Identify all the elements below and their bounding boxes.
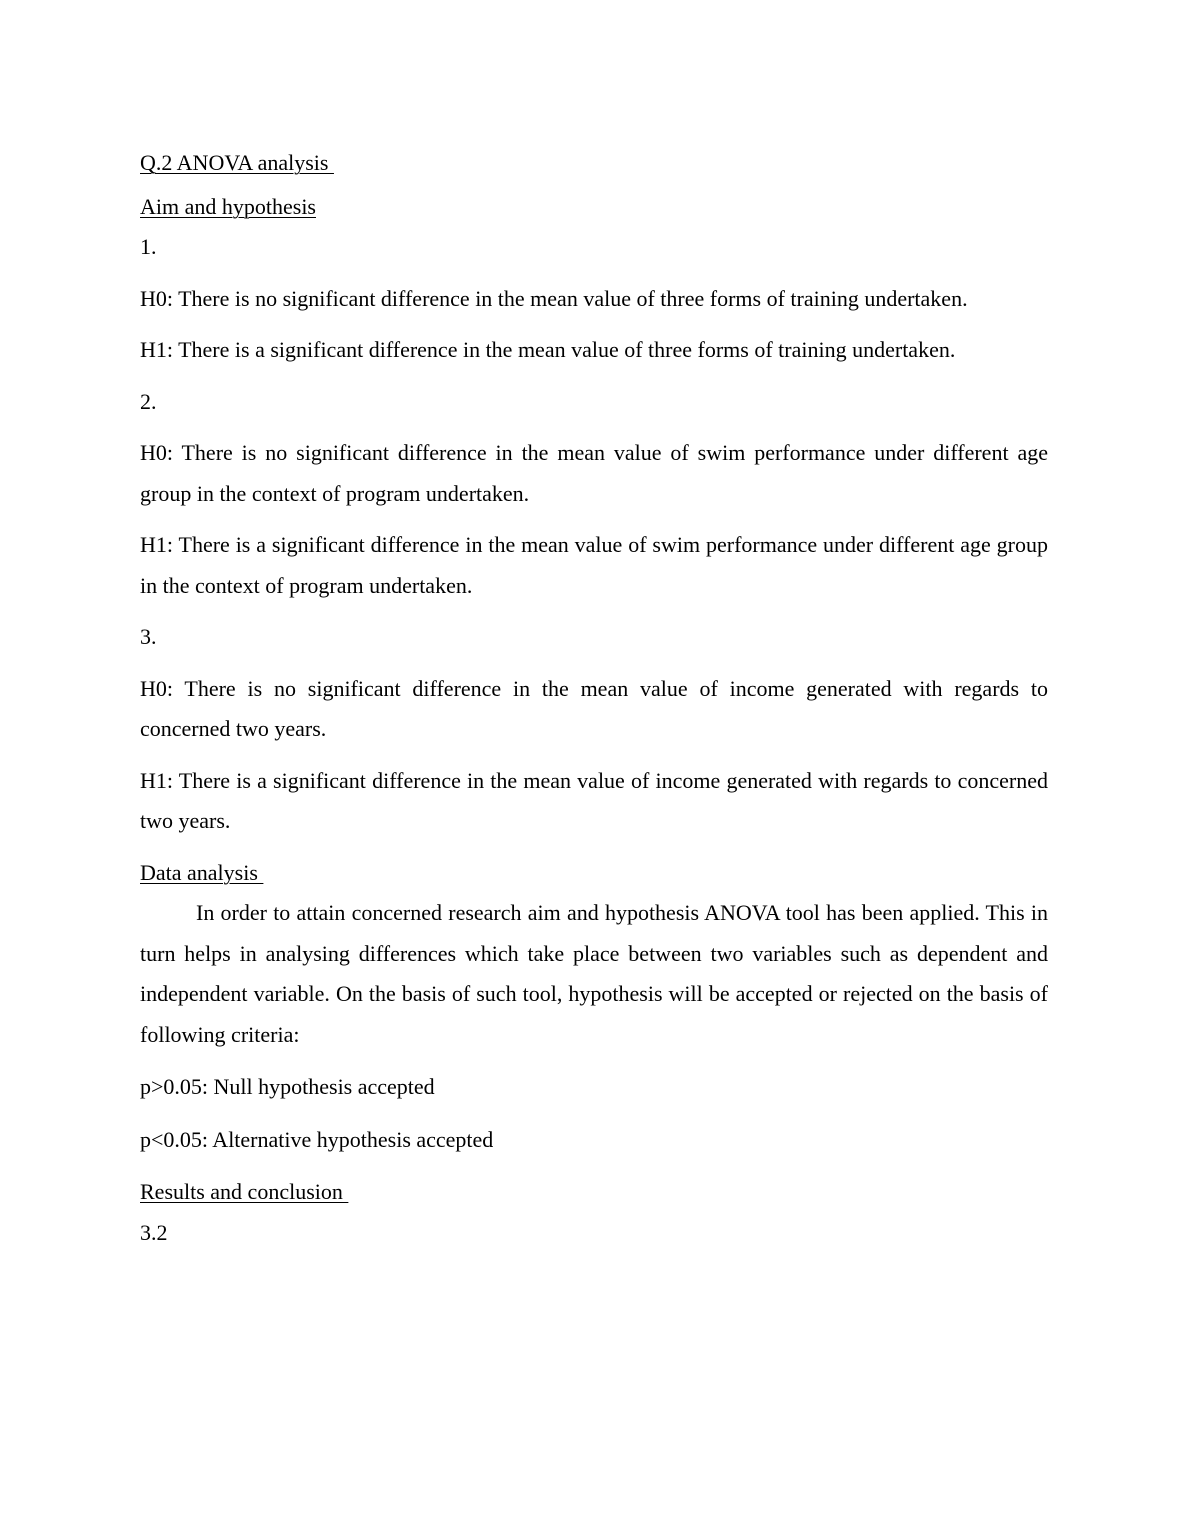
hypothesis-3-alternative: H1: There is a significant difference in the mean value of income generated with regards to concerned two years. bbox=[140, 767, 1048, 833]
data-analysis-paragraph: In order to attain concerned research aim and hypothesis ANOVA tool has been applied. This in turn helps in analysing differences which take place between two variables such as dependent and independent variable. On the basis of such tool, hypothesis will be accepted or rejected on the basis of following criteria: bbox=[140, 900, 1048, 1047]
item-number-1: 1. bbox=[140, 234, 157, 259]
hypothesis-2-null: H0: There is no significant difference in the mean value of swim performance under different age group in the context of program undertaken. bbox=[140, 440, 1048, 506]
section-heading-data-analysis: Data analysis bbox=[140, 859, 264, 885]
hypothesis-1-null: H0: There is no significant difference in the mean value of three forms of training undertaken. bbox=[140, 285, 968, 311]
document-body bbox=[140, 143, 1048, 1253]
item-number-2: 2. bbox=[140, 388, 157, 414]
item-number-3: 3. bbox=[140, 624, 157, 649]
hypothesis-3-null: H0: There is no significant difference in the mean value of income generated with regards to concerned two years. bbox=[140, 675, 1048, 741]
section-heading-aim: Aim and hypothesis bbox=[140, 193, 316, 219]
criteria-null-hypothesis: p>0.05: Null hypothesis accepted bbox=[140, 1074, 435, 1099]
criteria-alternative-hypothesis: p<0.05: Alternative hypothesis accepted bbox=[140, 1126, 494, 1152]
hypothesis-2-alternative: H1: There is a significant difference in the mean value of swim performance under different age group in the context of program undertaken. bbox=[140, 532, 1048, 598]
section-heading-results: Results and conclusion bbox=[140, 1179, 349, 1204]
document-title: Q.2 ANOVA analysis bbox=[140, 150, 334, 175]
results-number: 3.2 bbox=[140, 1219, 168, 1245]
hypothesis-1-alternative: H1: There is a significant difference in the mean value of three forms of training undertaken. bbox=[140, 337, 956, 362]
